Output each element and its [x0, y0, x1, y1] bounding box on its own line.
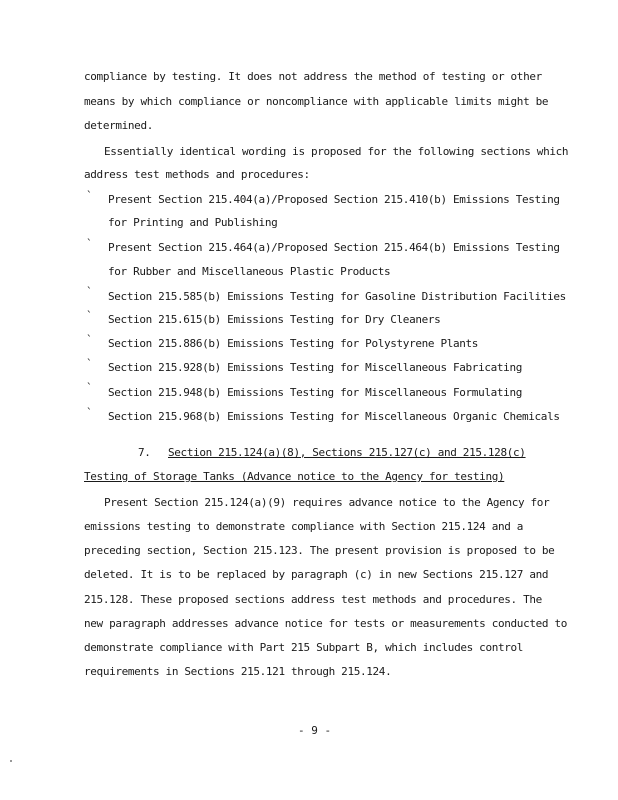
intro-line-2: means by which compliance or noncompliance with applicable limits might be — [84, 95, 549, 108]
bullet-text-cont: for Printing and Publishing — [108, 216, 278, 229]
intro-line-1: compliance by testing. It does not address the method of testing or other — [84, 70, 542, 83]
bullet-marker: ` — [86, 237, 93, 250]
body-line-4: deleted. It is to be replaced by paragraph (c) in new Sections 215.127 and — [84, 568, 549, 581]
body-line-3: preceding section, Section 215.123. The present provision is proposed to be — [84, 544, 555, 557]
bullet-marker: ` — [86, 406, 93, 419]
bullet-marker: ` — [86, 309, 93, 322]
bullet-text: Section 215.585(b) Emissions Testing for Gasoline Distribution Facilities — [108, 290, 566, 303]
bullet-marker: ` — [86, 357, 93, 370]
body-line-2: emissions testing to demonstrate compliance with Section 215.124 and a — [84, 520, 524, 533]
body-line-7: demonstrate compliance with Part 215 Subpart B, which includes control — [84, 641, 524, 654]
bullet-text: Section 215.948(b) Emissions Testing for Miscellaneous Formulating — [108, 386, 522, 399]
section-title-line-2: Testing of Storage Tanks (Advance notice to the Agency for testing) — [84, 470, 505, 483]
section-number: 7. — [138, 446, 151, 459]
page-number: - 9 - — [298, 724, 332, 737]
bullet-text: Present Section 215.404(a)/Proposed Section 215.410(b) Emissions Testing — [108, 193, 560, 206]
section-title-line-1: Section 215.124(a)(8), Sections 215.127(c) and 215.128(c) — [168, 446, 526, 459]
bullet-text: Present Section 215.464(a)/Proposed Section 215.464(b) Emissions Testing — [108, 241, 560, 254]
bullet-text: Section 215.968(b) Emissions Testing for Miscellaneous Organic Chemicals — [108, 410, 560, 423]
body-line-1: Present Section 215.124(a)(9) requires advance notice to the Agency for — [104, 496, 550, 509]
bullet-text: Section 215.886(b) Emissions Testing for Polystyrene Plants — [108, 337, 479, 350]
para2-line-1: Essentially identical wording is proposed for the following sections which — [104, 145, 569, 158]
para2-line-2: address test methods and procedures: — [84, 168, 310, 181]
bullet-marker: ` — [86, 333, 93, 346]
bullet-marker: ` — [86, 189, 93, 202]
body-line-6: new paragraph addresses advance notice for tests or measurements conducted to — [84, 617, 567, 630]
intro-line-3: determined. — [84, 119, 153, 132]
bullet-text: Section 215.928(b) Emissions Testing for Miscellaneous Fabricating — [108, 361, 522, 374]
body-line-8: requirements in Sections 215.121 through 215.124. — [84, 665, 392, 678]
bullet-marker: ` — [86, 381, 93, 394]
bullet-text: Section 215.615(b) Emissions Testing for Dry Cleaners — [108, 313, 441, 326]
bullet-text-cont: for Rubber and Miscellaneous Plastic Products — [108, 265, 391, 278]
body-line-5: 215.128. These proposed sections address test methods and procedures. The — [84, 593, 542, 606]
bullet-marker: ` — [86, 285, 93, 298]
scan-speck — [10, 760, 12, 762]
